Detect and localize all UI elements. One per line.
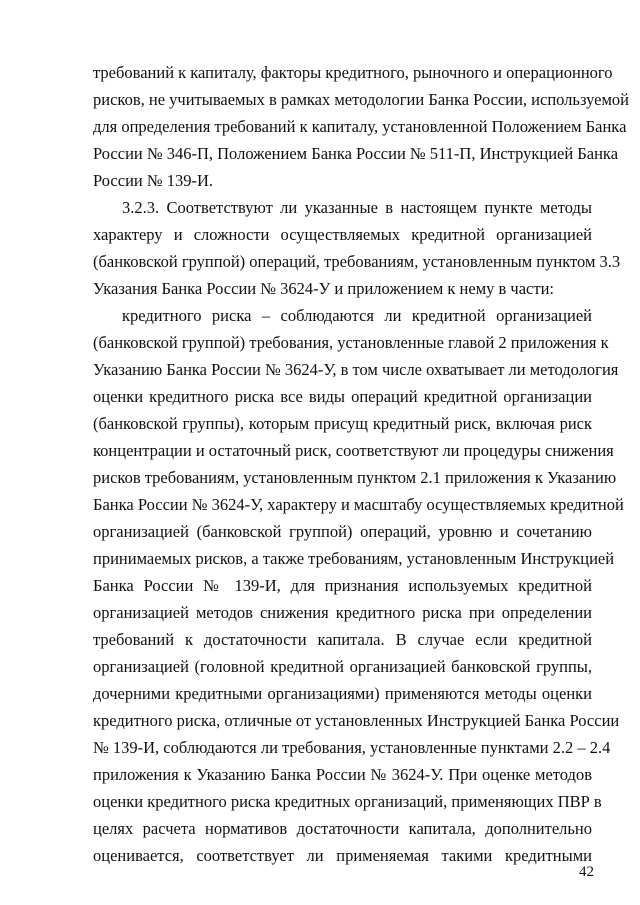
text-line: Банка России № 3624-У, характеру и масштабу осуществляемых кредитной <box>93 495 624 514</box>
page-number: 42 <box>579 864 594 880</box>
text-line: Указанию Банка России № 3624-У, в том числе охватывает ли методология <box>93 360 619 379</box>
text-line: целях расчета нормативов достаточности капитала, дополнительно <box>93 819 592 838</box>
text-line: № 139-И, соблюдаются ли требования, установленные пунктами 2.2 – 2.4 <box>93 738 611 757</box>
text-line: для определения требований к капиталу, установленной Положением Банка <box>93 117 627 136</box>
text-line: оценки кредитного риска кредитных организаций, применяющих ПВР в <box>93 792 602 811</box>
text-line: России № 346-П, Положением Банка России № 511-П, Инструкцией Банка <box>93 144 619 163</box>
text-line: (банковской группой) требования, установленные главой 2 приложения к <box>93 333 609 352</box>
text-line: России № 139-И. <box>93 171 214 190</box>
text-line: (банковской группой) операций, требованиям, установленным пунктом 3.3 <box>93 252 621 271</box>
text-line: оценки кредитного риска все виды операций кредитной организации <box>93 387 592 406</box>
text-line: 3.2.3. Соответствуют ли указанные в настоящем пункте методы <box>122 198 592 217</box>
text-line: организацией (банковской группой) операций, уровню и сочетанию <box>93 522 592 541</box>
text-line: рисков требованиям, установленным пунктом 2.1 приложения к Указанию <box>93 468 617 487</box>
text-line: (банковской группы), которым присущ кредитный риск, включая риск <box>93 414 592 433</box>
text-line: организацией методов снижения кредитного риска при определении <box>93 603 592 622</box>
text-line: концентрации и остаточный риск, соответствуют ли процедуры снижения <box>93 441 614 460</box>
text-line: оценивается, соответствует ли применяемая такими кредитными <box>93 846 592 865</box>
text-line: кредитного риска – соблюдаются ли кредитной организацией <box>122 306 592 325</box>
text-line: рисков, не учитываемых в рамках методологии Банка России, используемой <box>93 90 629 109</box>
text-line: кредитного риска, отличные от установленных Инструкцией Банка России <box>93 711 620 730</box>
text-line: приложения к Указанию Банка России № 3624-У. При оценке методов <box>93 765 592 784</box>
text-line: организацией (головной кредитной организацией банковской группы, <box>93 657 592 676</box>
text-line: дочерними кредитными организациями) применяются методы оценки <box>93 684 592 703</box>
text-line: Банка России № 139-И, для признания используемых кредитной <box>93 576 592 595</box>
text-line: требований к достаточности капитала. В случае если кредитной <box>93 630 592 649</box>
text-line: характеру и сложности осуществляемых кредитной организацией <box>93 225 592 244</box>
text-line: принимаемых рисков, а также требованиям, установленным Инструкцией <box>93 549 615 568</box>
text-line: требований к капиталу, факторы кредитного, рыночного и операционного <box>93 63 613 82</box>
text-line: Указания Банка России № 3624-У и приложением к нему в части: <box>93 279 555 298</box>
